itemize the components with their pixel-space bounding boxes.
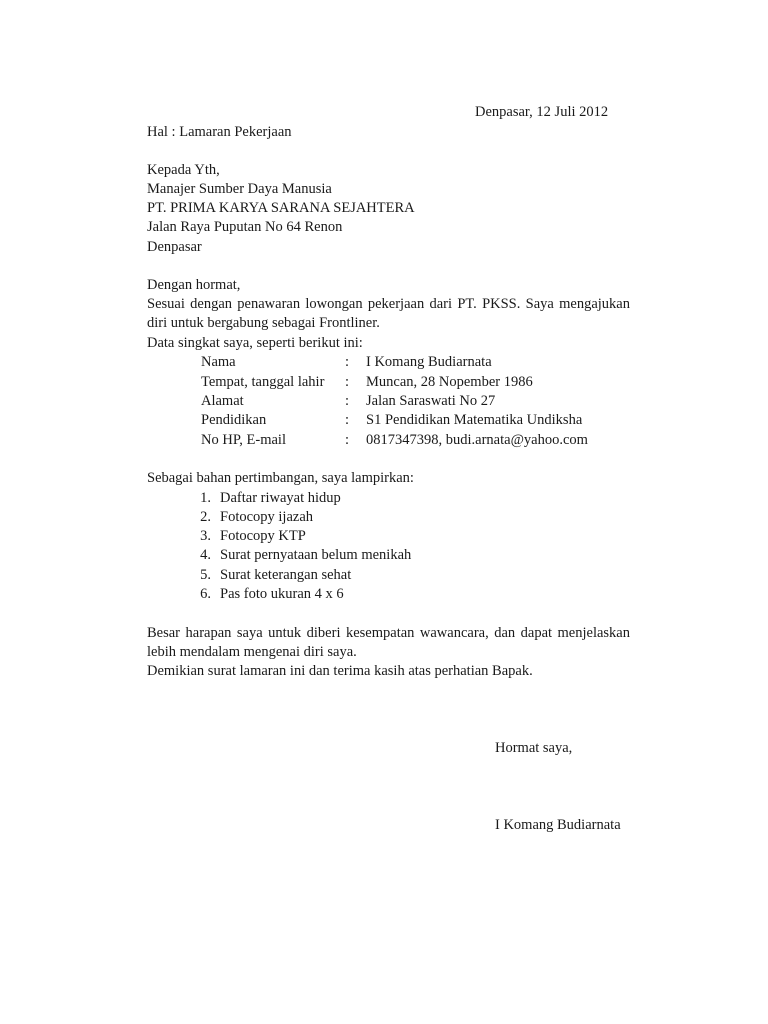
recipient-salutation: Kepada Yth, [147, 162, 220, 178]
list-item-number: 5. [200, 567, 211, 583]
subject-line: Hal : Lamaran Pekerjaan [147, 124, 292, 140]
list-item-text: Pas foto ukuran 4 x 6 [220, 586, 344, 602]
personal-data-label: Nama [201, 354, 236, 370]
list-item-number: 1. [200, 490, 211, 506]
recipient-address: Jalan Raya Puputan No 64 Renon [147, 219, 343, 235]
recipient-city: Denpasar [147, 239, 202, 255]
sign-off: Hormat saya, [495, 740, 573, 756]
personal-data-value: Muncan, 28 Nopember 1986 [366, 374, 533, 390]
personal-data-separator: : [345, 374, 350, 390]
attachments-intro: Sebagai bahan pertimbangan, saya lampirkan: [147, 470, 414, 486]
personal-data-separator: : [345, 412, 350, 428]
list-item-text: Daftar riwayat hidup [220, 490, 341, 506]
intro-paragraph-line-2: diri untuk bergabung sebagai Frontliner. [147, 315, 380, 331]
list-item-number: 6. [200, 586, 211, 602]
list-item-text: Surat pernyataan belum menikah [220, 547, 412, 563]
personal-data-value: Jalan Saraswati No 27 [366, 393, 496, 409]
data-intro: Data singkat saya, seperti berikut ini: [147, 335, 363, 351]
list-item-text: Surat keterangan sehat [220, 567, 352, 583]
signature-name: I Komang Budiarnata [495, 817, 621, 833]
list-item-number: 3. [200, 528, 211, 544]
personal-data-value: S1 Pendidikan Matematika Undiksha [366, 412, 583, 428]
closing-paragraph-line-3: Demikian surat lamaran ini dan terima kasih atas perhatian Bapak. [147, 663, 533, 679]
personal-data-separator: : [345, 432, 350, 448]
personal-data-separator: : [345, 354, 350, 370]
list-item-number: 2. [200, 509, 211, 525]
list-item-number: 4. [200, 547, 211, 563]
list-item-text: Fotocopy KTP [220, 528, 306, 544]
place-date: Denpasar, 12 Juli 2012 [475, 104, 609, 120]
personal-data-value: 0817347398, budi.arnata@yahoo.com [366, 432, 588, 448]
personal-data-label: Tempat, tanggal lahir [201, 374, 325, 390]
personal-data-value: I Komang Budiarnata [366, 354, 492, 370]
personal-data-separator: : [345, 393, 350, 409]
closing-paragraph-line-1: Besar harapan saya untuk diberi kesempatan wawancara, dan dapat menjelaskan [147, 625, 630, 641]
closing-paragraph-line-2: lebih mendalam mengenai diri saya. [147, 644, 357, 660]
greeting: Dengan hormat, [147, 277, 241, 293]
personal-data-label: Pendidikan [201, 412, 267, 428]
recipient-position: Manajer Sumber Daya Manusia [147, 181, 332, 197]
personal-data-label: No HP, E-mail [201, 432, 286, 448]
list-item-text: Fotocopy ijazah [220, 509, 314, 525]
intro-paragraph-line-1: Sesuai dengan penawaran lowongan pekerjaan dari PT. PKSS. Saya mengajukan [147, 296, 630, 312]
recipient-company: PT. PRIMA KARYA SARANA SEJAHTERA [147, 200, 415, 216]
personal-data-label: Alamat [201, 393, 244, 409]
